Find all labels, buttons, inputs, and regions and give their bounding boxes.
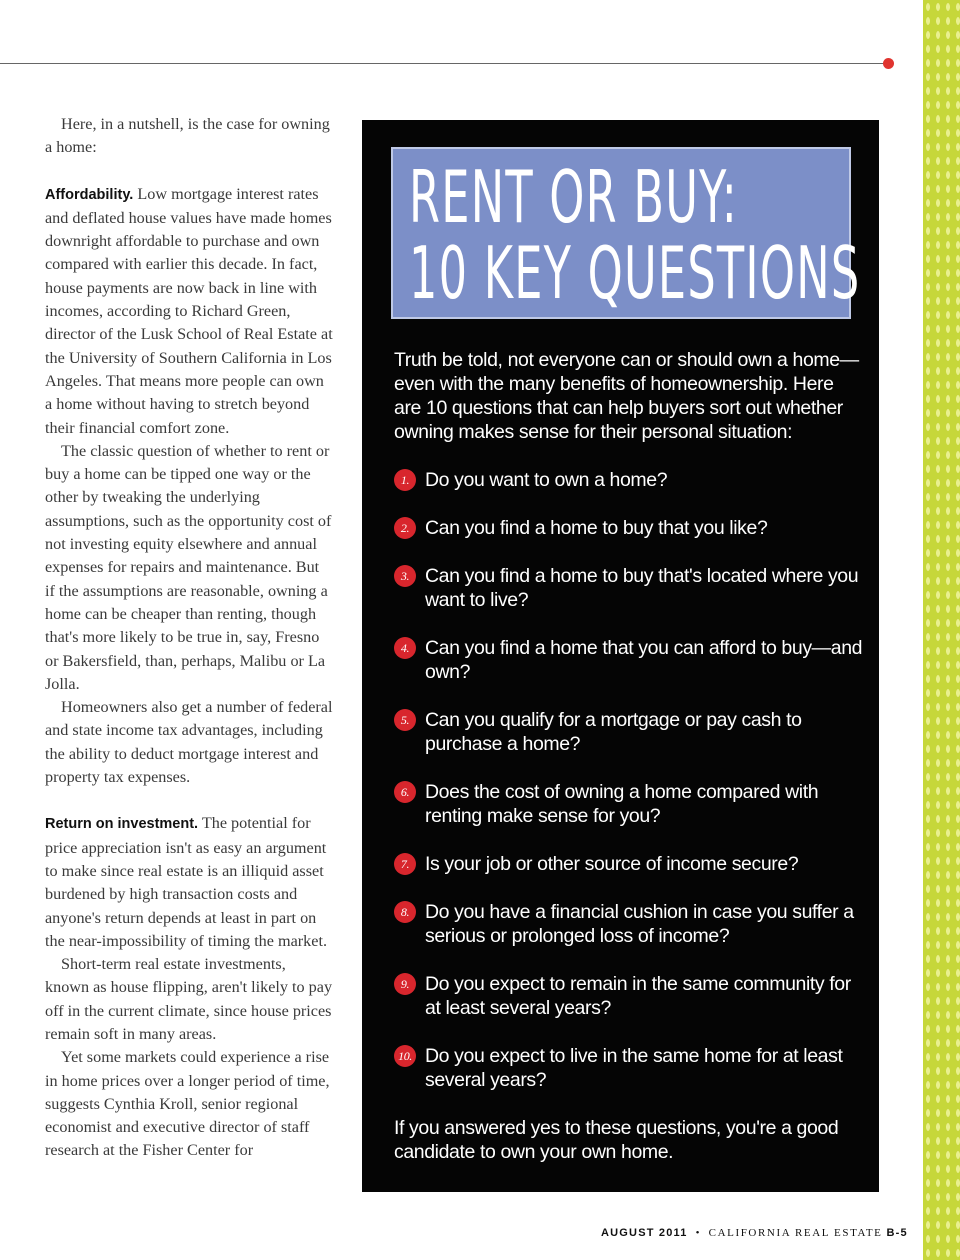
sidebar-intro: Truth be told, not everyone can or should own a home—even with the many benefits of homeownership. Here are 10 questions that can help buyers sort out whether owning makes sense for their personal situation: — [394, 349, 859, 443]
affordability-heading: Affordability. — [45, 186, 134, 203]
question-number-badge: 4. — [394, 637, 416, 659]
question-number-badge: 5. — [394, 709, 416, 731]
classic-question-paragraph: The classic question of whether to rent or buy a home can be tipped one way or the other by tweaking the underlying assumptions, such as the opportunity cost of not investing equity elsewhere and annual expenses for repairs and maintenance. But if the assumptions are reasonable, owning a home can be cheaper than renting, though that's more likely to be true in, say, Fresno or Bakersfield, than, perhaps, Malibu or La Jolla. — [45, 441, 332, 693]
footer-publication: CALIFORNIA REAL ESTATE — [708, 1227, 883, 1239]
question-number-badge: 8. — [394, 901, 416, 923]
yet-some-paragraph: Yet some markets could experience a rise in home prices over a longer period of time, suggests Cynthia Kroll, senior regional economist and executive director of staff research at the Fisher Center for — [45, 1048, 330, 1160]
footer-bullet: • — [695, 1227, 701, 1239]
sidebar-title-line1: RENT OR BUY: — [409, 155, 738, 239]
question-number-badge: 9. — [394, 973, 416, 995]
decorative-side-strip — [923, 0, 960, 1260]
question-text: Does the cost of owning a home compared with renting make sense for you? — [425, 781, 819, 827]
question-text: Can you find a home that you can afford to buy—and own? — [425, 637, 863, 683]
footer-page-number: B-5 — [886, 1227, 908, 1239]
short-term-paragraph: Short-term real estate investments, known as house flipping, aren't likely to pay off in the current climate, since house prices remain soft in many areas. — [45, 955, 333, 1043]
questions-sidebar — [362, 120, 879, 1192]
question-number-badge: 2. — [394, 517, 416, 539]
affordability-paragraph — [45, 183, 333, 440]
question-text: Is your job or other source of income secure? — [425, 853, 799, 875]
question-text: Can you find a home to buy that's located where you want to live? — [425, 565, 859, 611]
sidebar-title-box — [391, 147, 861, 319]
header-rule-dot — [883, 58, 894, 69]
question-text: Do you expect to remain in the same community for at least several years? — [425, 973, 851, 1019]
question-number-badge: 7. — [394, 853, 416, 875]
question-text: Can you qualify for a mortgage or pay cash to purchase a home? — [425, 709, 802, 755]
sidebar-title-line2: 10 KEY QUESTIONS — [409, 231, 861, 315]
tax-paragraph: Homeowners also get a number of federal and state income tax advantages, including the ability to deduct mortgage interest and property tax expenses. — [45, 698, 333, 787]
question-number-badge: 1. — [394, 469, 416, 491]
roi-text: The potential for price appreciation isn't as easy an argument to make since real estate is an illiquid asset burdened by high transaction costs and anyone's return depends at least in part on the near-impossibility of timing the market. — [45, 814, 328, 950]
article-column — [45, 113, 333, 1163]
footer-date: AUGUST 2011 — [601, 1227, 688, 1239]
question-text: Do you expect to live in the same home for at least several years? — [425, 1045, 843, 1091]
affordability-text: Low mortgage interest rates and deflated house values have made homes downright affordable to purchase and own compared with earlier this decade. In fact, house payments are now back in line with incomes, according to Richard Green, director of the Lusk School of Real Estate at the University of Southern California in Los Angeles. That means more people can own a home without having to stretch beyond their financial comfort zone. — [45, 184, 333, 437]
question-text: Do you want to own a home? — [425, 469, 668, 491]
question-number-badge: 3. — [394, 565, 416, 587]
question-number-badge: 6. — [394, 781, 416, 803]
sidebar-conclusion: If you answered yes to these questions, you're a good candidate to own your own home. — [394, 1117, 839, 1163]
question-text: Can you find a home to buy that you like? — [425, 517, 768, 539]
intro-paragraph: Here, in a nutshell, is the case for owning a home: — [45, 115, 330, 157]
header-rule — [0, 63, 888, 64]
roi-paragraph — [45, 812, 333, 953]
page-footer — [601, 1227, 908, 1239]
roi-heading: Return on investment. — [45, 816, 199, 833]
question-number-badge: 10. — [394, 1045, 416, 1067]
question-text: Do you have a financial cushion in case you suffer a serious or prolonged loss of income? — [425, 901, 854, 947]
